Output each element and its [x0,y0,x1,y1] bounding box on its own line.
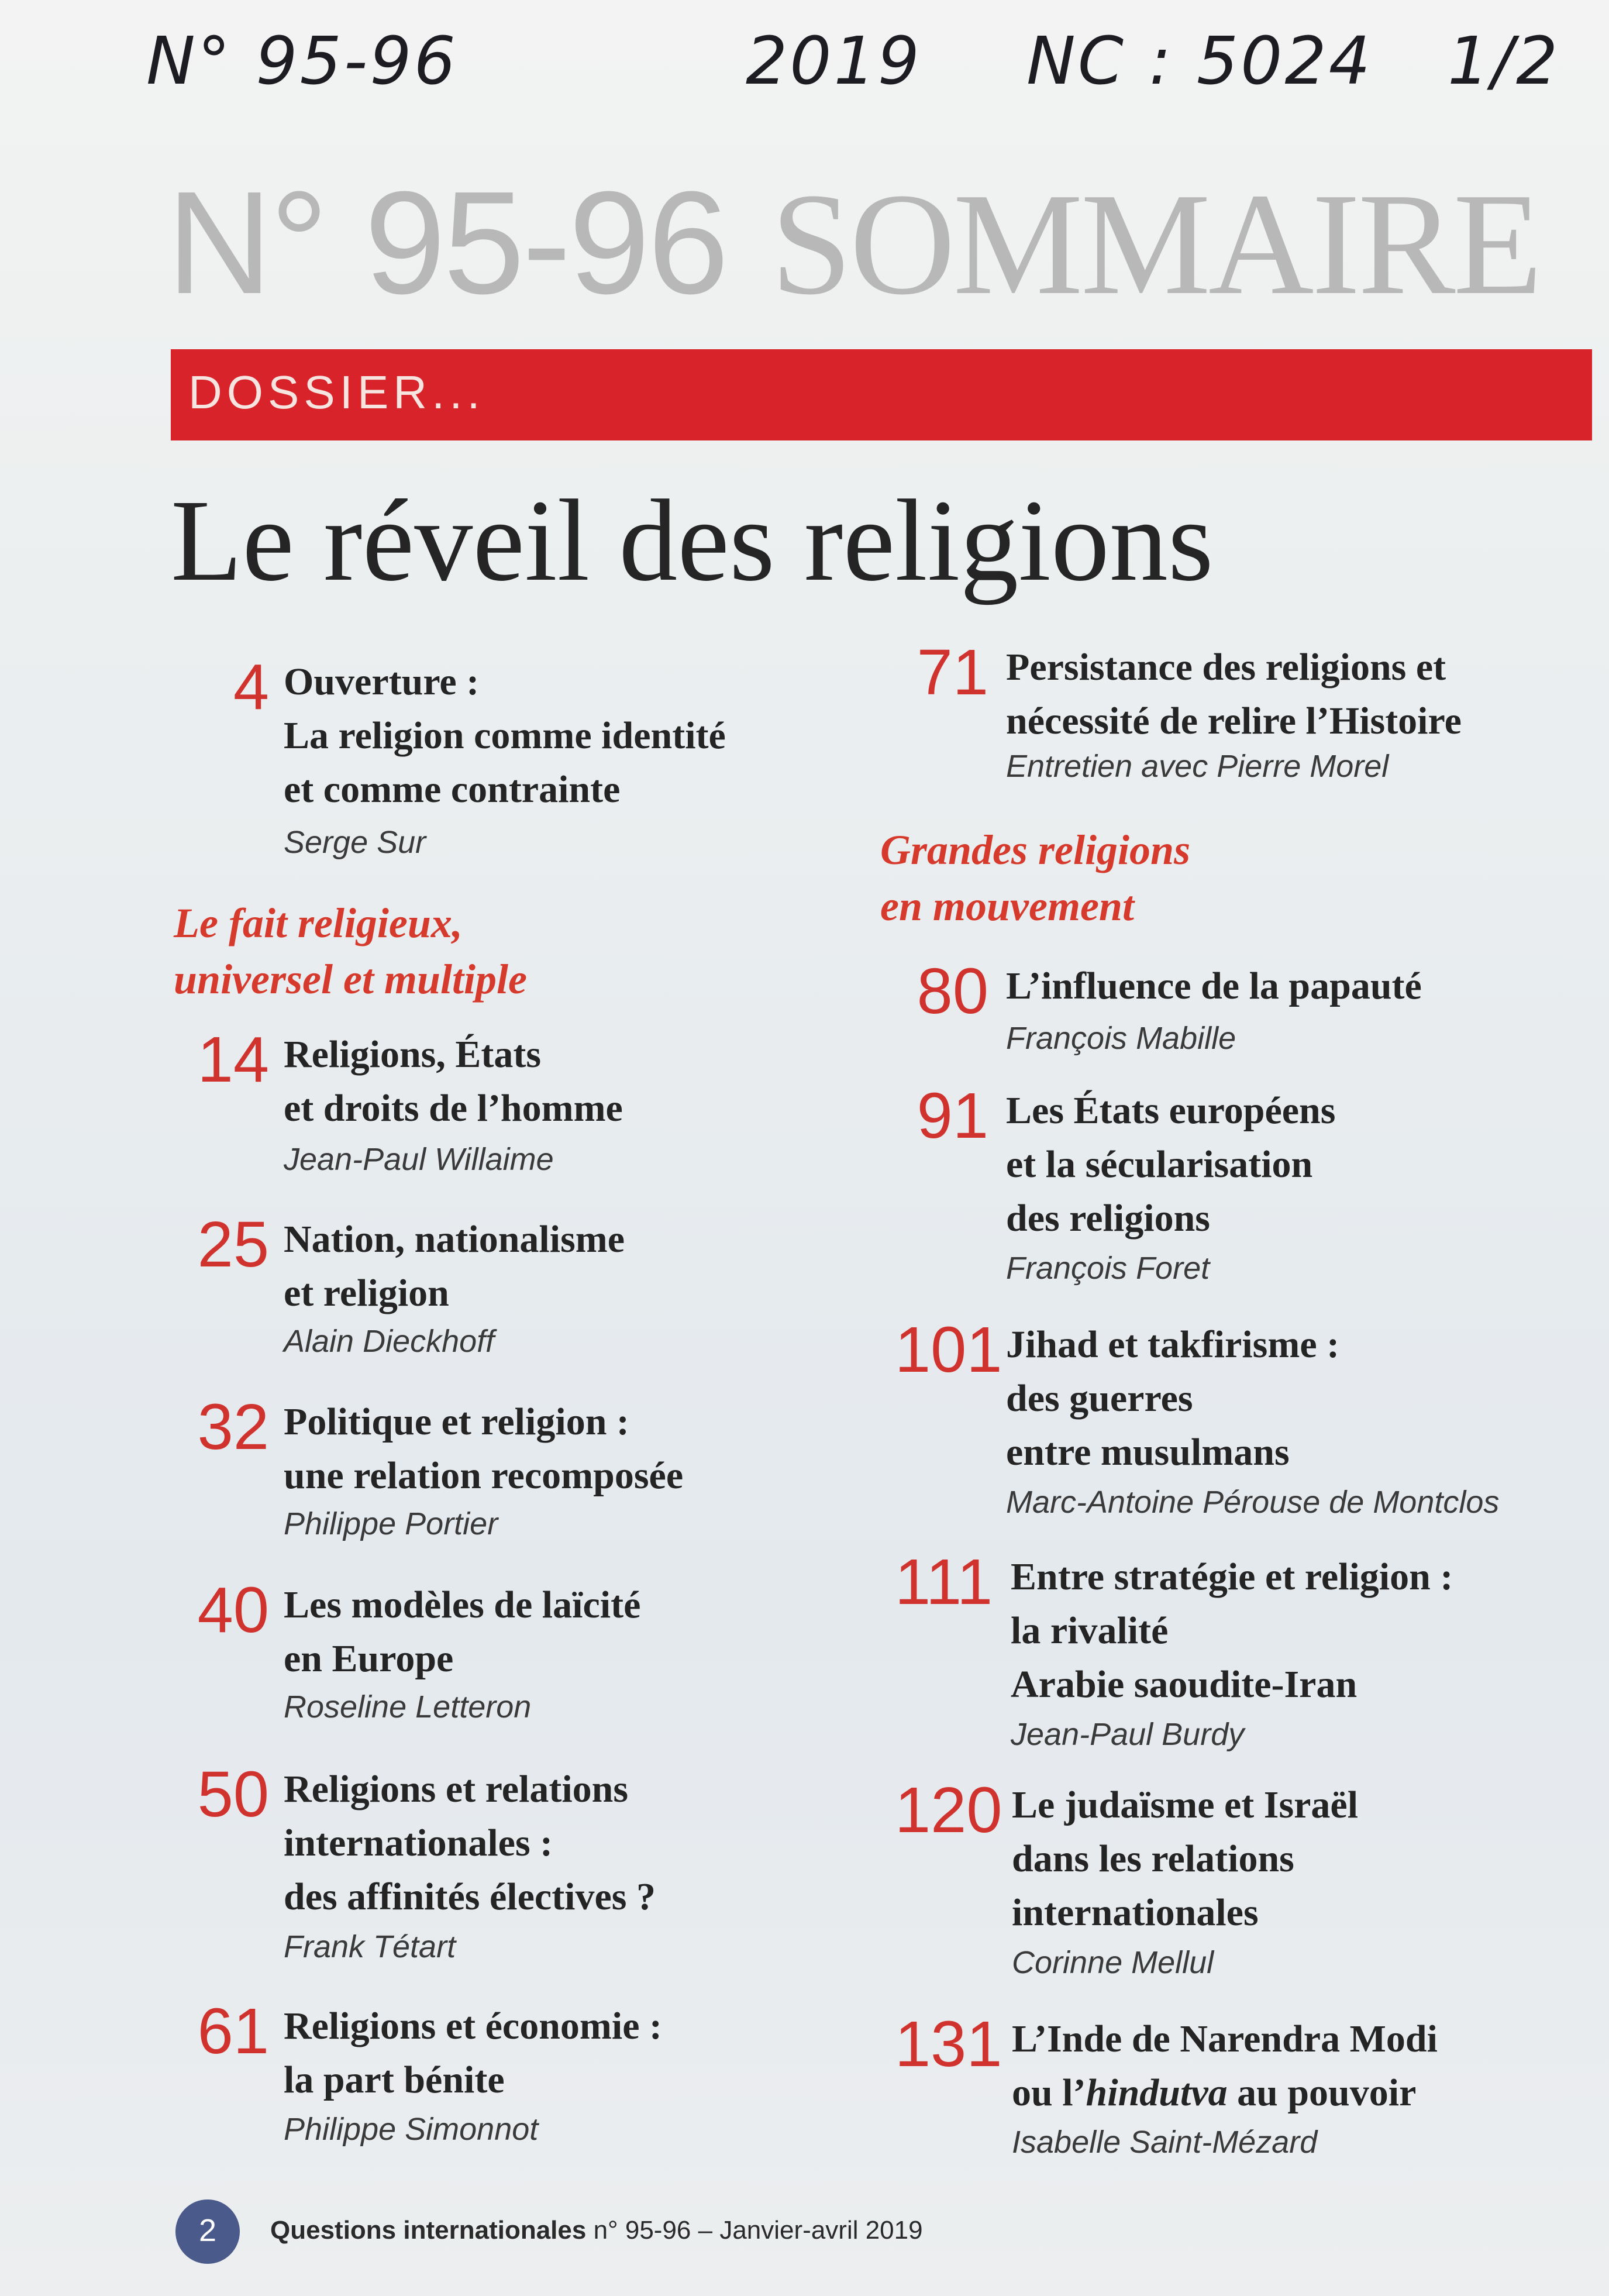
handwritten-part-note: 1/2 [1448,23,1560,99]
entry-author: Jean-Paul Burdy [1011,1717,1245,1752]
page-number: 80 [917,955,988,1027]
section-heading-fait-religieux: Le fait religieux, universel et multiple [174,900,527,1003]
entry-title: Ouverture : La religion comme identité et comme contrainte [284,660,726,811]
entry-title: Politique et religion : une relation recomposée [284,1400,684,1497]
sommaire-heading: SOMMAIRE [770,163,1541,325]
section-heading-grandes-religions: Grandes religions en mouvement [880,827,1191,930]
entry-author: Corinne Mellul [1012,1945,1214,1980]
page-title [167,158,1540,329]
issue-info: n° 95-96 – Janvier-avril 2019 [593,2216,923,2245]
entry-author: Jean-Paul Willaime [284,1142,554,1177]
entry-title: Entre stratégie et religion : la rivalité Arabie saoudite-Iran [1011,1555,1453,1706]
entry-title: Nation, nationalisme et religion [284,1218,625,1314]
page-number: 61 [197,1995,269,2067]
footer-page-circle [175,2199,240,2264]
entry-author: François Mabille [1006,1021,1236,1056]
page-number: 4 [233,651,269,723]
entry-author: Philippe Simonnot [284,2112,539,2147]
entry-author: Isabelle Saint-Mézard [1012,2125,1318,2160]
dossier-band [171,349,1592,440]
page-number: 32 [197,1391,269,1463]
page-number: 91 [917,1080,988,1152]
entry-author: Marc-Antoine Pérouse de Montclos [1006,1485,1500,1520]
entry-title: Religions, États et droits de l’homme [284,1033,623,1130]
page-number: 71 [917,636,988,708]
page-number: 120 [895,1774,1002,1846]
entry-title: Religions et économie : la part bénite [284,2005,663,2101]
entry-title: Les États européens et la sécularisation des religions [1006,1089,1336,1240]
footer-page-number: 2 [198,2213,217,2248]
entry-title: Religions et relations internationales : des affinités électives ? [284,1768,656,1918]
page-number: 40 [197,1574,269,1646]
dossier-title: Le réveil des religions [171,476,1214,605]
entry-title: L’Inde de Narendra Modi ou l’hindutva au pouvoir [1012,2018,1438,2114]
handwritten-issue-note: N° 95-96 [146,23,458,99]
entry-author: François Foret [1006,1251,1210,1286]
entry-title: Le judaïsme et Israël dans les relations internationales [1012,1784,1359,1934]
issue-number: N° 95-96 [167,161,727,324]
entry-title: Jihad et takfirisme : des guerres entre musulmans [1006,1323,1340,1474]
footer-publication [270,2216,923,2245]
page-number: 25 [197,1209,269,1280]
page-number: 50 [197,1758,269,1830]
dossier-label: DOSSIER... [188,366,485,418]
page-number: 101 [895,1314,1002,1386]
entry-author: Frank Tétart [284,1929,456,1964]
entry-author: Roseline Letteron [284,1689,532,1724]
entry-author: Serge Sur [284,825,426,860]
page-number: 131 [895,2008,1002,2080]
entry-author: Philippe Portier [284,1506,498,1541]
handwritten-year-note: 2019 [746,23,922,99]
publication-name: Questions internationales [270,2216,587,2245]
entry-title: Les modèles de laïcité en Europe [284,1584,641,1680]
page-number: 111 [895,1546,993,1618]
page-number: 14 [197,1024,269,1096]
entry-author: Entretien avec Pierre Morel [1006,749,1389,784]
entry-author: Alain Dieckhoff [284,1324,495,1359]
handwritten-nc-note: NC : 5024 [1026,23,1373,99]
entry-title: Persistance des religions et nécessité de relire l’Histoire [1006,646,1462,742]
entry-title: L’influence de la papauté [1006,965,1422,1007]
emphasis-word: hindutva [1086,2071,1228,2114]
